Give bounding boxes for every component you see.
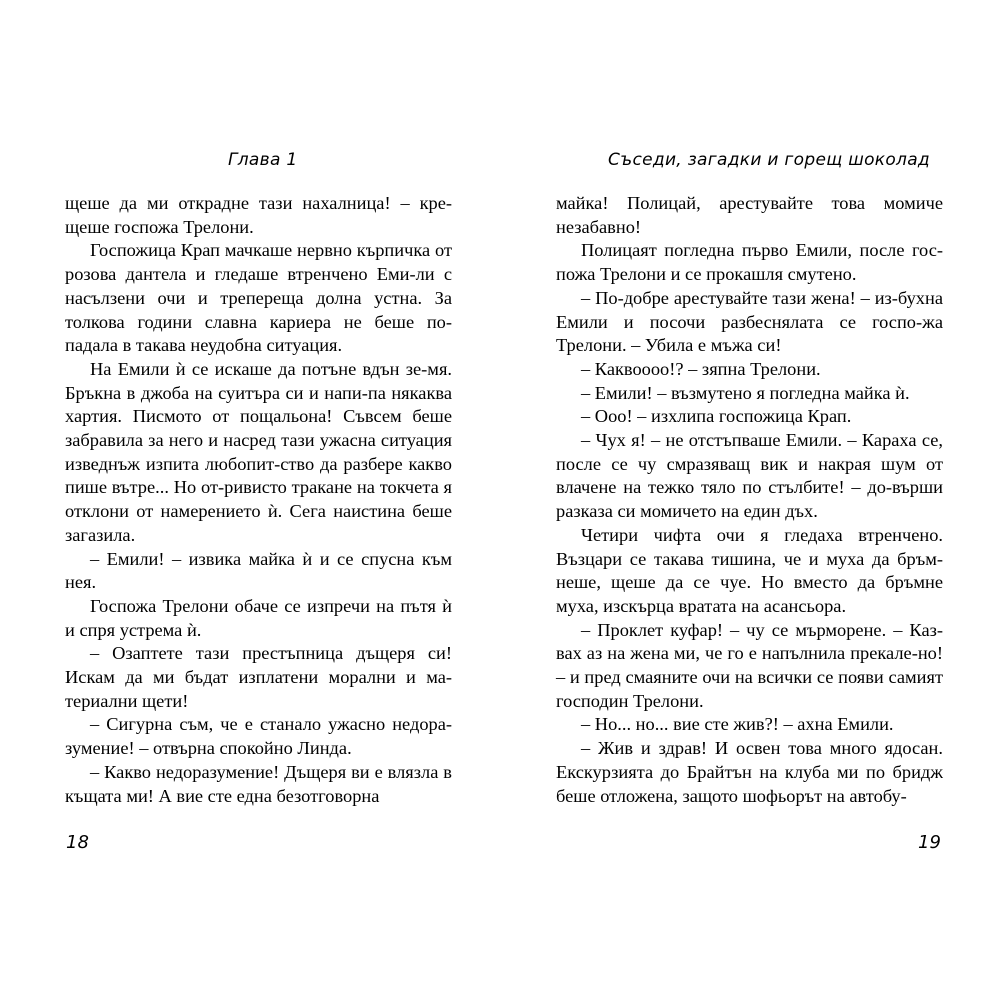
paragraph: – Емили! – възмутено я погледна майка ѝ. bbox=[581, 382, 910, 403]
page-text bbox=[556, 192, 943, 808]
paragraph: – Какво недоразумение! Дъщеря ви е влязла в къщата ми! А вие сте една безотговорна bbox=[65, 761, 452, 806]
paragraph: – Но... но... вие сте жив?! – ахна Емили. bbox=[581, 714, 894, 735]
page-number: 19 bbox=[918, 832, 941, 853]
running-header: Съседи, загадки и горещ шоколад bbox=[608, 150, 930, 170]
right-page bbox=[500, 0, 1000, 1000]
paragraph: – Сигурна съм, че е станало ужасно недора-зумение! – отвърна спокойно Линда. bbox=[65, 714, 452, 759]
running-header: Глава 1 bbox=[228, 150, 298, 170]
paragraph: – По-добре арестувайте тази жена! – из-бухна Емили и посочи разбеснялата се госпо-жа Трелони. – Убила е мъжа си! bbox=[556, 287, 943, 356]
paragraph: – Емили! – извика майка ѝ и се спусна към нея. bbox=[65, 548, 452, 593]
paragraph: На Емили ѝ се искаше да потъне вдън зе-мя. Бръкна в джоба на суитъра си и напи-па някаква хартия. Писмото от пощальона! Съвсем беше забравила за него и насред тази ужасна ситуация изведнъж изпита любопит-ство да разбере какво пише вътре... Но от-ривисто тракане на токчета я отклони от намерението ѝ. Сега наистина беше загазила. bbox=[65, 358, 452, 545]
paragraph: Полицаят погледна първо Емили, после гос-пожа Трелони и се прокашля смутено. bbox=[556, 240, 943, 285]
paragraph: майка! Полицай, арестувайте това момиче незабавно! bbox=[556, 193, 943, 237]
page-number: 18 bbox=[66, 832, 89, 853]
paragraph: – Каквоооо!? – зяпна Трелони. bbox=[581, 358, 821, 379]
paragraph: – Жив и здрав! И освен това много ядосан. Екскурзията до Брайтън на клуба ми по бридж беше отложена, защото шофьорът на автобу- bbox=[556, 738, 943, 806]
paragraph: щеше да ми открадне тази нахалница! – кре-щеше госпожа Трелони. bbox=[65, 193, 452, 237]
paragraph: Госпожа Трелони обаче се изпречи на пътя ѝ и спря устрема ѝ. bbox=[65, 595, 452, 640]
page-text bbox=[65, 192, 452, 808]
paragraph: – Озаптете тази престъпница дъщеря си! Искам да ми бъдат изплатени морални и ма-териални щети! bbox=[65, 643, 452, 711]
paragraph: – Проклет куфар! – чу се мърморене. – Каз-вах аз на жена ми, че го е напълнила прекале-но! – и пред смаяните очи на всички се появи самият господин Трелони. bbox=[556, 619, 943, 711]
paragraph: – Ооо! – изхлипа госпожица Крап. bbox=[581, 406, 852, 427]
paragraph: Госпожица Крап мачкаше нервно кърпичка от розова дантела и гледаше втренчено Еми-ли с насълзени очи и трепереща долна устна. За толкова години славна кариера не беше по-падала в такава неудобна ситуация. bbox=[65, 240, 452, 356]
paragraph: – Чух я! – не отстъпваше Емили. – Караха се, после се чу смразяващ вик и накрая шум от влачене на тежко тяло по стълбите! – до-върши разказа си момичето на един дъх. bbox=[556, 430, 943, 522]
paragraph: Четири чифта очи я гледаха втренчено. Възцари се такава тишина, че и муха да бръм-неше, щеше да се чуе. Но вместо да бръмне муха, изскърца вратата на асансьора. bbox=[556, 524, 943, 616]
